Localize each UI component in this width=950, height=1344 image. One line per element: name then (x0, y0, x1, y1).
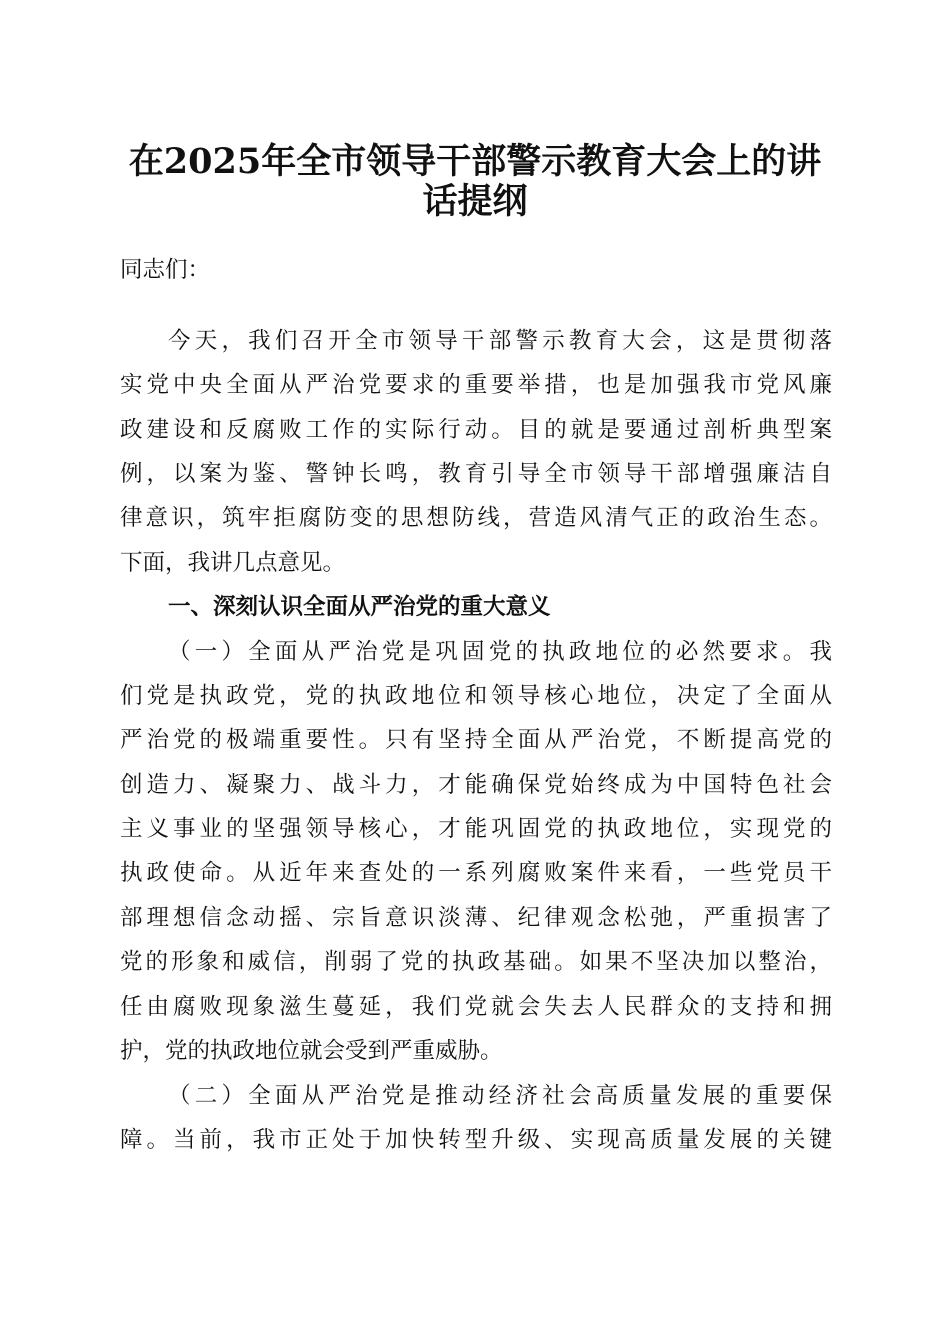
body-line: 今天，我们召开全市领导干部警示教育大会，这是贯彻落 (168, 328, 832, 354)
body-line: 律意识，筑牢拒腐防变的思想防线，营造风清气正的政治生态。 (120, 505, 832, 531)
document-title-line-1: 在2025年全市领导干部警示教育大会上的讲 (128, 141, 822, 182)
body-line: 创造力、凝聚力、战斗力，才能确保党始终成为中国特色社会 (120, 772, 832, 798)
body-line: 任由腐败现象滋生蔓延，我们党就会失去人民群众的支持和拥 (120, 994, 832, 1020)
salutation: 同志们： (120, 257, 211, 283)
body-line: 下面，我讲几点意见。 (120, 550, 346, 576)
body-line: （二）全面从严治党是推动经济社会高质量发展的重要保 (168, 1083, 832, 1109)
body-line: 部理想信念动摇、宗旨意识淡薄、纪律观念松弛，严重损害了 (120, 905, 832, 931)
body-line: 主义事业的坚强领导核心，才能巩固党的执政地位，实现党的 (120, 816, 832, 842)
body-line: 严治党的极端重要性。只有坚持全面从严治党，不断提高党的 (120, 727, 832, 753)
section-heading-1: 一、深刻认识全面从严治党的重大意义 (168, 594, 551, 620)
body-line: 例，以案为鉴、警钟长鸣，教育引导全市领导干部增强廉洁自 (120, 461, 832, 487)
body-line: 实党中央全面从严治党要求的重要举措，也是加强我市党风廉 (120, 372, 832, 398)
body-line: （一）全面从严治党是巩固党的执政地位的必然要求。我 (168, 639, 832, 665)
document-title-line-2: 话提纲 (422, 181, 528, 222)
body-line: 护，党的执政地位就会受到严重威胁。 (120, 1038, 503, 1064)
body-line: 障。当前，我市正处于加快转型升级、实现高质量发展的关键 (120, 1127, 832, 1153)
body-line: 执政使命。从近年来查处的一系列腐败案件来看，一些党员干 (120, 860, 832, 886)
body-line: 党的形象和威信，削弱了党的执政基础。如果不坚决加以整治， (120, 949, 832, 975)
body-line: 们党是执政党，党的执政地位和领导核心地位，决定了全面从 (120, 683, 832, 709)
body-line: 政建设和反腐败工作的实际行动。目的就是要通过剖析典型案 (120, 417, 832, 443)
